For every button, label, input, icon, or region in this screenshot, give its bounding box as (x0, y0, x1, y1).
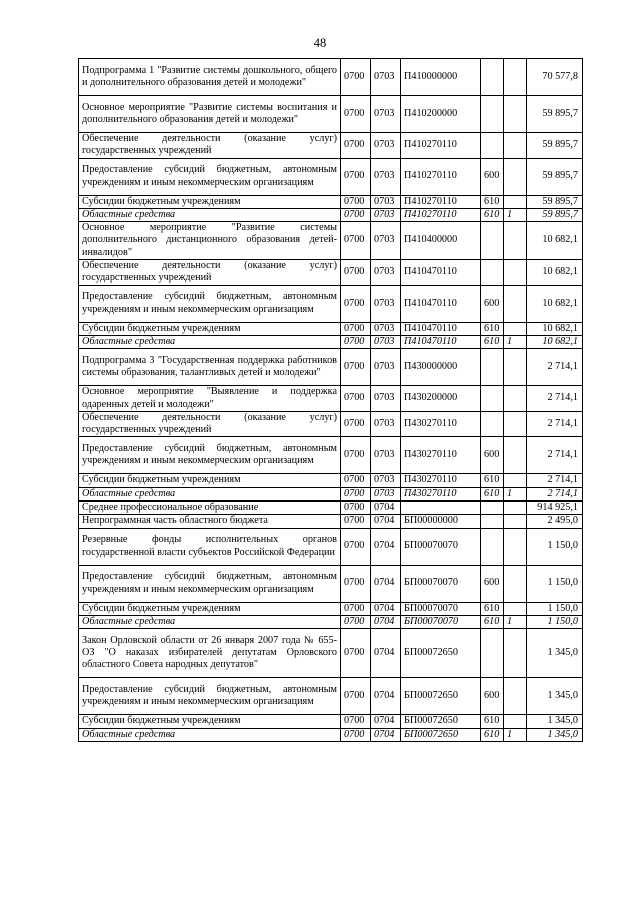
expense-type-code: 610 (481, 208, 504, 221)
target-article-code: П430270110 (401, 411, 481, 437)
expense-type-code (481, 528, 504, 565)
subsection-code: 0703 (371, 487, 401, 501)
subsection-code: 0703 (371, 349, 401, 386)
row-name: Среднее профессиональное образование (79, 501, 341, 515)
section-code: 0700 (341, 158, 371, 195)
row-name: Областные средства (79, 208, 341, 221)
expense-type-code: 610 (481, 615, 504, 628)
target-article-code: П430270110 (401, 437, 481, 474)
budget-table (78, 58, 583, 742)
expense-type-code (481, 386, 504, 412)
amount: 1 150,0 (527, 565, 583, 602)
amount: 10 682,1 (527, 285, 583, 322)
funding-source-code (504, 602, 527, 615)
expense-type-code (481, 96, 504, 133)
amount: 1 150,0 (527, 615, 583, 628)
subsection-code: 0703 (371, 59, 401, 96)
funding-source-code (504, 158, 527, 195)
row-name: Субсидии бюджетным учреждениям (79, 322, 341, 335)
row-name: Обеспечение деятельности (оказание услуг) государственных учреждений (79, 411, 341, 437)
expense-type-code (481, 515, 504, 528)
table-row (79, 349, 583, 386)
expense-type-code: 600 (481, 285, 504, 322)
section-code: 0700 (341, 615, 371, 628)
section-code: 0700 (341, 528, 371, 565)
row-name: Подпрограмма 3 "Государственная поддержка работников системы образования, талантливых детей и молодежи" (79, 349, 341, 386)
expense-type-code (481, 349, 504, 386)
table-row (79, 437, 583, 474)
expense-type-code: 610 (481, 335, 504, 348)
table-row (79, 260, 583, 286)
section-code: 0700 (341, 437, 371, 474)
target-article-code: П410470110 (401, 285, 481, 322)
funding-source-code (504, 96, 527, 133)
target-article-code: П430270110 (401, 474, 481, 487)
subsection-code: 0703 (371, 222, 401, 260)
row-name: Предоставление субсидий бюджетным, автономным учреждениям и иным некоммерческим организациям (79, 285, 341, 322)
subsection-code: 0704 (371, 728, 401, 741)
row-name: Предоставление субсидий бюджетным, автономным учреждениям и иным некоммерческим организациям (79, 158, 341, 195)
table-row (79, 615, 583, 628)
table-row (79, 335, 583, 348)
table-row (79, 565, 583, 602)
amount: 2 495,0 (527, 515, 583, 528)
target-article-code: БП00072650 (401, 678, 481, 715)
table-row (79, 133, 583, 159)
row-name: Субсидии бюджетным учреждениям (79, 474, 341, 487)
amount: 1 345,0 (527, 678, 583, 715)
amount: 2 714,1 (527, 386, 583, 412)
expense-type-code: 600 (481, 158, 504, 195)
target-article-code: П410470110 (401, 335, 481, 348)
amount: 1 345,0 (527, 629, 583, 678)
table-row (79, 678, 583, 715)
subsection-code: 0704 (371, 678, 401, 715)
subsection-code: 0703 (371, 386, 401, 412)
funding-source-code (504, 222, 527, 260)
amount: 1 345,0 (527, 728, 583, 741)
amount: 59 895,7 (527, 133, 583, 159)
target-article-code: БП00070070 (401, 602, 481, 615)
row-name: Обеспечение деятельности (оказание услуг) государственных учреждений (79, 133, 341, 159)
table-row (79, 728, 583, 741)
section-code: 0700 (341, 678, 371, 715)
subsection-code: 0704 (371, 528, 401, 565)
section-code: 0700 (341, 59, 371, 96)
row-name: Субсидии бюджетным учреждениям (79, 602, 341, 615)
target-article-code: П430200000 (401, 386, 481, 412)
target-article-code: П410200000 (401, 96, 481, 133)
subsection-code: 0703 (371, 322, 401, 335)
funding-source-code (504, 515, 527, 528)
table-row (79, 411, 583, 437)
section-code: 0700 (341, 411, 371, 437)
target-article-code: БП00070070 (401, 565, 481, 602)
subsection-code: 0704 (371, 501, 401, 515)
target-article-code: БП00000000 (401, 515, 481, 528)
amount: 59 895,7 (527, 208, 583, 221)
target-article-code: П410270110 (401, 208, 481, 221)
table-row (79, 285, 583, 322)
funding-source-code (504, 133, 527, 159)
subsection-code: 0704 (371, 515, 401, 528)
amount: 70 577,8 (527, 59, 583, 96)
table-row (79, 96, 583, 133)
row-name: Обеспечение деятельности (оказание услуг) государственных учреждений (79, 260, 341, 286)
expense-type-code: 610 (481, 602, 504, 615)
subsection-code: 0703 (371, 260, 401, 286)
amount: 2 714,1 (527, 437, 583, 474)
section-code: 0700 (341, 195, 371, 208)
funding-source-code (504, 285, 527, 322)
subsection-code: 0703 (371, 195, 401, 208)
section-code: 0700 (341, 565, 371, 602)
subsection-code: 0703 (371, 133, 401, 159)
section-code: 0700 (341, 208, 371, 221)
funding-source-code (504, 260, 527, 286)
subsection-code: 0703 (371, 208, 401, 221)
table-row (79, 501, 583, 515)
subsection-code: 0703 (371, 437, 401, 474)
table-row (79, 208, 583, 221)
amount: 59 895,7 (527, 195, 583, 208)
subsection-code: 0703 (371, 158, 401, 195)
expense-type-code: 610 (481, 487, 504, 501)
row-name: Резервные фонды исполнительных органов государственной власти субъектов Российской Федерации (79, 528, 341, 565)
row-name: Субсидии бюджетным учреждениям (79, 195, 341, 208)
expense-type-code (481, 501, 504, 515)
table-row (79, 515, 583, 528)
row-name: Предоставление субсидий бюджетным, автономным учреждениям и иным некоммерческим организациям (79, 437, 341, 474)
expense-type-code: 610 (481, 715, 504, 728)
expense-type-code: 600 (481, 437, 504, 474)
target-article-code: П410000000 (401, 59, 481, 96)
subsection-code: 0703 (371, 285, 401, 322)
amount: 2 714,1 (527, 349, 583, 386)
amount: 10 682,1 (527, 335, 583, 348)
funding-source-code (504, 349, 527, 386)
funding-source-code: 1 (504, 728, 527, 741)
subsection-code: 0704 (371, 565, 401, 602)
funding-source-code: 1 (504, 615, 527, 628)
row-name: Областные средства (79, 728, 341, 741)
expense-type-code: 610 (481, 195, 504, 208)
amount: 59 895,7 (527, 158, 583, 195)
row-name: Областные средства (79, 335, 341, 348)
subsection-code: 0704 (371, 715, 401, 728)
funding-source-code (504, 195, 527, 208)
funding-source-code (504, 411, 527, 437)
section-code: 0700 (341, 715, 371, 728)
expense-type-code: 600 (481, 565, 504, 602)
section-code: 0700 (341, 335, 371, 348)
funding-source-code (504, 474, 527, 487)
expense-type-code: 610 (481, 474, 504, 487)
expense-type-code: 610 (481, 728, 504, 741)
row-name: Основное мероприятие "Развитие системы воспитания и дополнительного образования детей и молодежи" (79, 96, 341, 133)
funding-source-code (504, 59, 527, 96)
amount: 59 895,7 (527, 96, 583, 133)
section-code: 0700 (341, 386, 371, 412)
funding-source-code (504, 629, 527, 678)
section-code: 0700 (341, 96, 371, 133)
expense-type-code (481, 260, 504, 286)
expense-type-code (481, 411, 504, 437)
section-code: 0700 (341, 515, 371, 528)
amount: 1 150,0 (527, 602, 583, 615)
section-code: 0700 (341, 501, 371, 515)
table-row (79, 715, 583, 728)
target-article-code: П430270110 (401, 487, 481, 501)
row-name: Областные средства (79, 487, 341, 501)
section-code: 0700 (341, 322, 371, 335)
table-row (79, 322, 583, 335)
subsection-code: 0703 (371, 96, 401, 133)
row-name: Предоставление субсидий бюджетным, автономным учреждениям и иным некоммерческим организациям (79, 678, 341, 715)
expense-type-code (481, 629, 504, 678)
amount: 10 682,1 (527, 260, 583, 286)
section-code: 0700 (341, 474, 371, 487)
table-row (79, 602, 583, 615)
funding-source-code (504, 322, 527, 335)
section-code: 0700 (341, 728, 371, 741)
section-code: 0700 (341, 349, 371, 386)
expense-type-code (481, 133, 504, 159)
expense-type-code (481, 59, 504, 96)
target-article-code: БП00072650 (401, 715, 481, 728)
target-article-code: БП00072650 (401, 629, 481, 678)
amount: 2 714,1 (527, 487, 583, 501)
section-code: 0700 (341, 133, 371, 159)
table-row (79, 629, 583, 678)
target-article-code: П410270110 (401, 133, 481, 159)
subsection-code: 0704 (371, 602, 401, 615)
amount: 1 150,0 (527, 528, 583, 565)
row-name: Закон Орловской области от 26 января 2007 года № 655-ОЗ "О наказах избирателей депутатам Орловского областного Совета народных депутатов" (79, 629, 341, 678)
subsection-code: 0704 (371, 629, 401, 678)
expense-type-code: 600 (481, 678, 504, 715)
section-code: 0700 (341, 602, 371, 615)
expense-type-code: 610 (481, 322, 504, 335)
funding-source-code (504, 437, 527, 474)
funding-source-code: 1 (504, 208, 527, 221)
amount: 2 714,1 (527, 474, 583, 487)
row-name: Основное мероприятие "Развитие системы дополнительного дистанционного образования детей-инвалидов" (79, 222, 341, 260)
subsection-code: 0704 (371, 615, 401, 628)
row-name: Предоставление субсидий бюджетным, автономным учреждениям и иным некоммерческим организациям (79, 565, 341, 602)
target-article-code: БП00072650 (401, 728, 481, 741)
table-row (79, 487, 583, 501)
target-article-code: П410470110 (401, 322, 481, 335)
funding-source-code: 1 (504, 335, 527, 348)
amount: 10 682,1 (527, 322, 583, 335)
funding-source-code (504, 501, 527, 515)
section-code: 0700 (341, 222, 371, 260)
funding-source-code (504, 678, 527, 715)
expense-type-code (481, 222, 504, 260)
page-number: 48 (313, 36, 327, 50)
target-article-code: П410270110 (401, 195, 481, 208)
subsection-code: 0703 (371, 411, 401, 437)
section-code: 0700 (341, 487, 371, 501)
amount: 2 714,1 (527, 411, 583, 437)
table-row (79, 222, 583, 260)
funding-source-code (504, 715, 527, 728)
budget-table-body (79, 59, 583, 742)
target-article-code (401, 501, 481, 515)
table-row (79, 59, 583, 96)
funding-source-code (504, 565, 527, 602)
row-name: Непрограммная часть областного бюджета (79, 515, 341, 528)
table-row (79, 386, 583, 412)
table-row (79, 158, 583, 195)
funding-source-code: 1 (504, 487, 527, 501)
row-name: Субсидии бюджетным учреждениям (79, 715, 341, 728)
row-name: Областные средства (79, 615, 341, 628)
subsection-code: 0703 (371, 474, 401, 487)
amount: 1 345,0 (527, 715, 583, 728)
target-article-code: П410270110 (401, 158, 481, 195)
table-row (79, 195, 583, 208)
section-code: 0700 (341, 285, 371, 322)
amount: 10 682,1 (527, 222, 583, 260)
section-code: 0700 (341, 260, 371, 286)
funding-source-code (504, 528, 527, 565)
target-article-code: БП00070070 (401, 615, 481, 628)
target-article-code: П430000000 (401, 349, 481, 386)
row-name: Основное мероприятие "Выявление и поддержка одаренных детей и молодежи" (79, 386, 341, 412)
subsection-code: 0703 (371, 335, 401, 348)
table-row (79, 474, 583, 487)
section-code: 0700 (341, 629, 371, 678)
target-article-code: БП00070070 (401, 528, 481, 565)
row-name: Подпрограмма 1 "Развитие системы дошкольного, общего и дополнительного образования детей и молодежи" (79, 59, 341, 96)
amount: 914 925,1 (527, 501, 583, 515)
funding-source-code (504, 386, 527, 412)
table-row (79, 528, 583, 565)
target-article-code: П410400000 (401, 222, 481, 260)
target-article-code: П410470110 (401, 260, 481, 286)
